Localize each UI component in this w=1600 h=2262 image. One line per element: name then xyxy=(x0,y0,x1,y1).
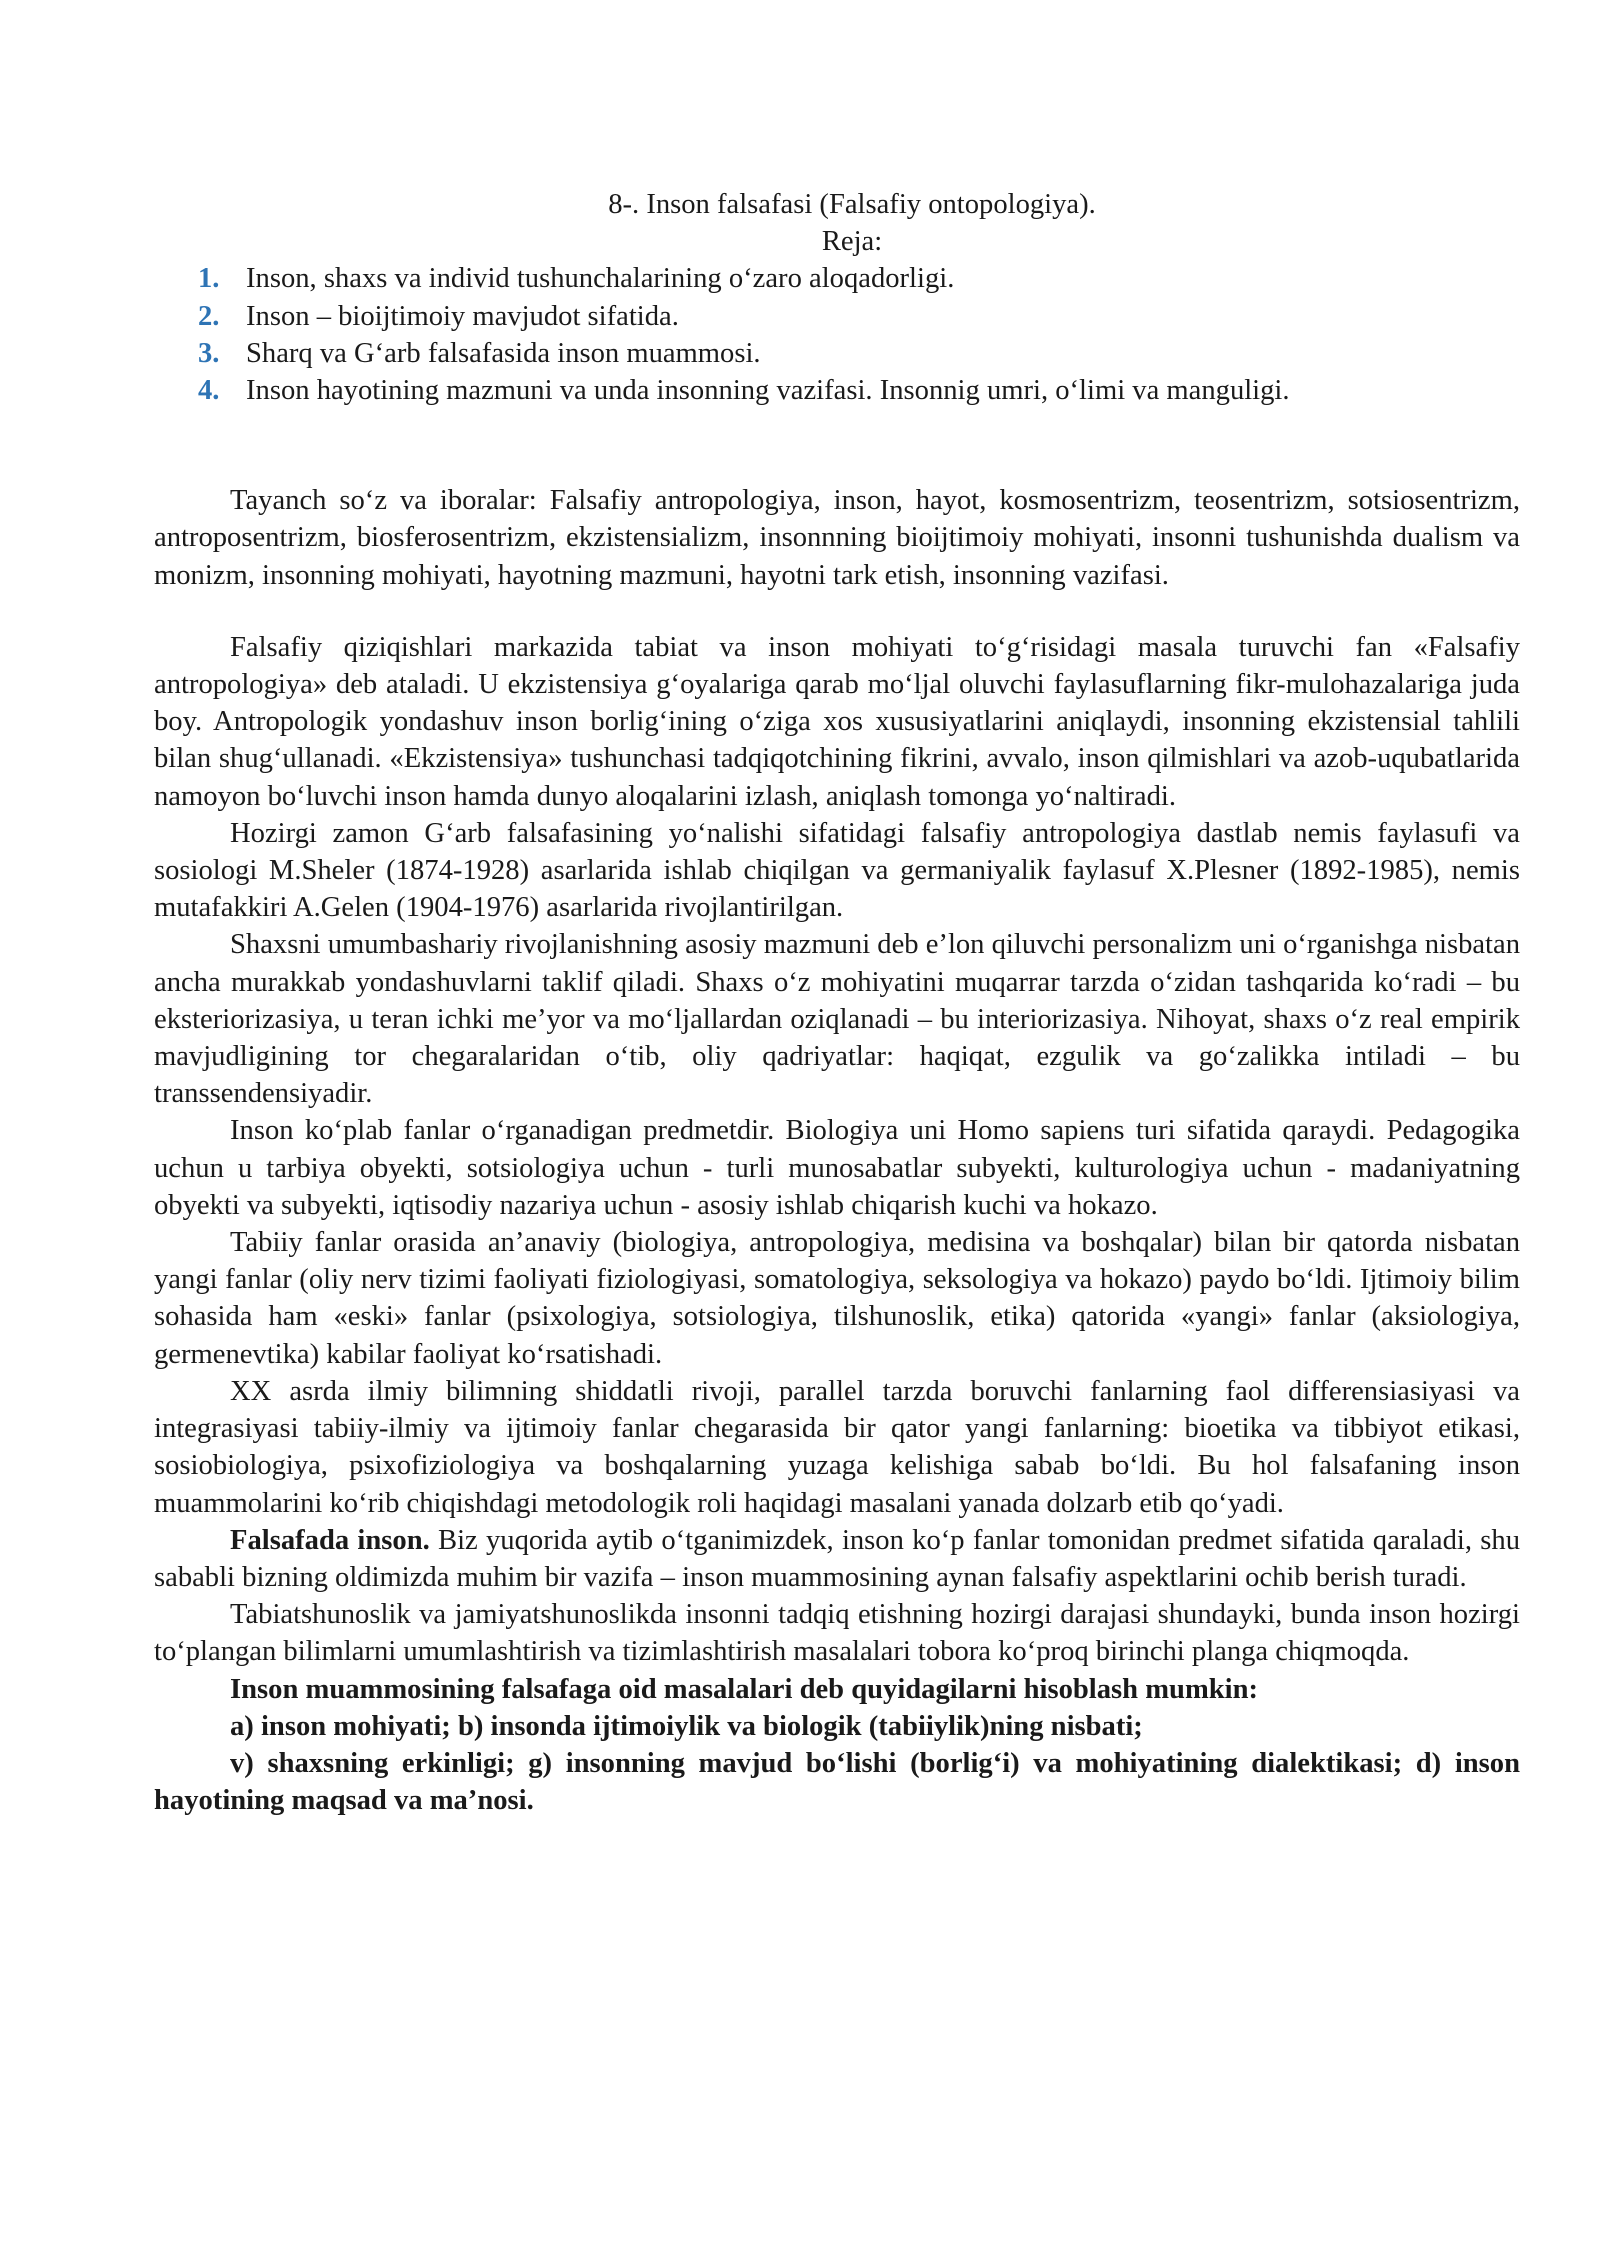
body-paragraph: Falsafiy qiziqishlari markazida tabiat va inson mohiyati to‘g‘risidagi masala turuvchi fan «Falsafiy antropologiya» deb ataladi. U ekzistensiya g‘oyalariga qarab mo‘ljal oluvchi faylasuflarning fikr-mulohazalariga juda boy. Antropologik yondashuv inson borlig‘ining o‘ziga xos xususiyatlarini aniqlaydi, insonning ekzistensial tahlili bilan shug‘ullanadi. «Ekzistensiya» tushunchasi tadqiqotchining fikrini, avvalo, inson qilmishlari va azob-uqubatlarida namoyon bo‘luvchi inson hamda dunyo aloqalarini izlash, aniqlash tomonga yo‘naltiradi. xyxy=(154,631,1520,812)
document-title: 8-. Inson falsafasi (Falsafiy ontopologiya). xyxy=(608,189,1096,220)
body-paragraph: Shaxsni umumbashariy rivojlanishning asosiy mazmuni deb e’lon qiluvchi personalizm uni o‘rganishga nisbatan ancha murakkab yondashuvlarni taklif qiladi. Shaxs o‘z mohiyatini muqarrar tarzda o‘zidan tashqarida ko‘radi – bu eksteriorizasiya, u teran ichki me’yor va mo‘ljallardan oziqlanadi – bu interiorizasiya. Nihoyat, shaxs o‘z real empirik mavjudligining tor chegaralaridan o‘tib, oliy qadriyatlar: haqiqat, ezgulik va go‘zalikka intiladi – bu transsendensiyadir. xyxy=(154,929,1520,1110)
plan-item-text: Inson – bioijtimoiy mavjudot sifatida. xyxy=(246,300,679,332)
plan-item xyxy=(198,335,1520,372)
body-paragraph: Tabiatshunoslik va jamiyatshunoslikda insonni tadqiq etishning hozirgi darajasi shundayki, bunda inson hozirgi to‘plangan bilimlarni umumlashtirish va tizimlashtirish masalalari tobora ko‘proq birinchi planga chiqmoqda. xyxy=(154,1599,1520,1668)
plan-item-text: Inson, shaxs va individ tushunchalarining o‘zaro aloqadorligi. xyxy=(246,263,955,295)
falsafada-paragraph xyxy=(154,1522,1520,1596)
plan-item-number: 2. xyxy=(198,300,220,332)
plan-item-number: 3. xyxy=(198,337,220,369)
body-paragraph: Hozirgi zamon G‘arb falsafasining yo‘nalishi sifatidagi falsafiy antropologiya dastlab nemis faylasufi va sosiologi M.Sheler (1874-1928) asarlarida ishlab chiqilgan va germaniyalik faylasuf X.Plesner (1892-1985), nemis mutafakkiri A.Gelen (1904-1976) asarlarida rivojlantirilgan. xyxy=(154,817,1520,924)
closing-line: Inson muammosining falsafaga oid masalalari deb quyidagilarni hisoblash mumkin: xyxy=(230,1673,1259,1705)
closing-block xyxy=(154,1671,1520,1820)
keywords-paragraph: Tayanch so‘z va iboralar: Falsafiy antropologiya, inson, hayot, kosmosentrizm, teosentrizm, sotsiosentrizm, antroposentrizm, biosferosentrizm, ekzistensializm, insonnning bioijtimoiy mohiyati, insonni tushunishda dualism va monizm, insonning mohiyati, hayotning mazmuni, hayotni tark etish, insonning vazifasi. xyxy=(154,485,1520,591)
body-paragraph: Inson ko‘plab fanlar o‘rganadigan predmetdir. Biologiya uni Homo sapiens turi sifatida qaraydi. Pedagogika uchun u tarbiya obyekti, sotsiologiya uchun - turli munosabatlar subyekti, kulturologiya uchun - madaniyatning obyekti va subyekti, iqtisodiy nazariya uchun - asosiy ishlab chiqarish kuchi va hokazo. xyxy=(154,1115,1520,1221)
plan-item-text: Inson hayotining mazmuni va unda insonning vazifasi. Insonnig umri, o‘limi va manguligi. xyxy=(246,375,1290,407)
plan-label: Reja: xyxy=(821,226,883,258)
plan-item-text: Sharq va G‘arb falsafasida inson muammosi. xyxy=(246,337,761,369)
plan-item xyxy=(198,372,1520,409)
section-heading: Falsafada inson. xyxy=(230,1524,430,1556)
plan-item-number: 4. xyxy=(198,375,220,407)
body-paragraph: Tabiiy fanlar orasida an’anaviy (biologiya, antropologiya, medisina va boshqalar) bilan bir qatorda nisbatan yangi fanlar (oliy nerv tizimi faoliyati fiziologiyasi, somatologiya, seksologiya va hokazo) paydo bo‘ldi. Ijtimoiy bilim sohasida ham «eski» fanlar (psixologiya, sotsiologiya, tilshunoslik, etika) qatorida «yangi» fanlar (aksiologiya, germenevtika) kabilar faoliyat ko‘rsatishadi. xyxy=(154,1227,1520,1370)
plan-list xyxy=(154,260,1520,409)
plan-item xyxy=(198,298,1520,335)
closing-line: v) shaxsning erkinligi; g) insonning mavjud bo‘lishi (borlig‘i) va mohiyatining dialektikasi; d) inson hayotining maqsad va ma’nosi. xyxy=(154,1747,1520,1817)
paragraph-text: Biz yuqorida aytib o‘tganimizdek, inson ko‘p fanlar tomonidan predmet sifatida qaraladi, shu sababli bizning oldimizda muhim bir vazifa – inson muammosining aynan falsafiy aspektlarini ochib berish turadi. xyxy=(154,1524,1520,1593)
body-text xyxy=(154,629,1520,1820)
plan-item-number: 1. xyxy=(198,263,220,295)
body-paragraph: XX asrda ilmiy bilimning shiddatli rivoji, parallel tarzda boruvchi fanlarning faol differensiasiyasi va integrasiyasi tabiiy-ilmiy va ijtimoiy fanlar chegarasida bir qator yangi fanlarning: bioetika va tibbiyot etikasi, sosiobiologiya, psixofiziologiya va boshqalarning yuzaga kelishiga sabab bo‘ldi. Bu hol falsafaning inson muammolarini ko‘rib chiqishdagi metodologik roli haqidagi masalani yanada dolzarb etib qo‘yadi. xyxy=(154,1375,1520,1519)
closing-line: a) inson mohiyati; b) insonda ijtimoiylik va biologik (tabiiylik)ning nisbati; xyxy=(230,1710,1143,1742)
plan-item xyxy=(198,260,1520,297)
